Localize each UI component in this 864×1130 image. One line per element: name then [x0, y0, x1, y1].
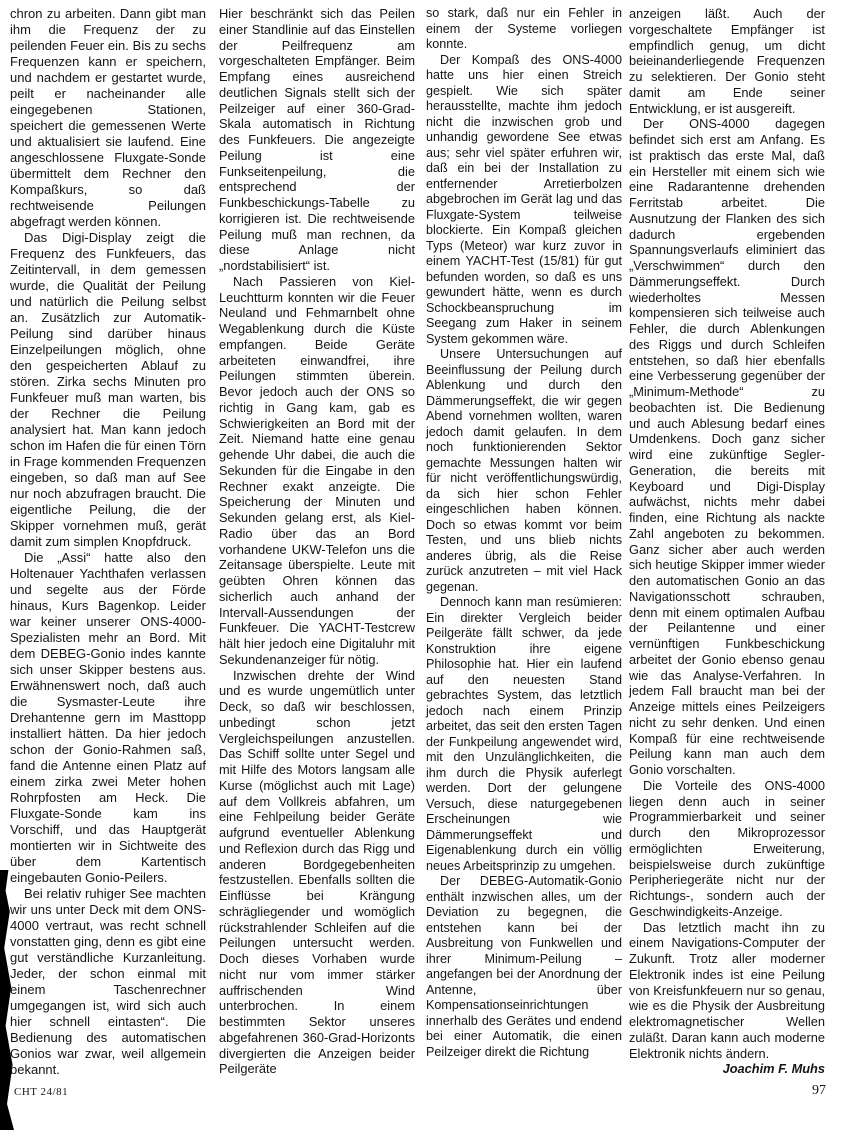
footer-magazine-issue: CHT 24/81 — [14, 1086, 69, 1098]
paragraph: Das Digi-Display zeigt die Frequenz des Funkfeuers, das Zeitintervall, in dem gemessen wurde, die Qualität der Peilung und natürlich die Peilung selbst an. Zusätzlich zur Automatik-Peilung sind darüber hinaus Einzelpeilungen möglich, ohne den gespeicherten Ablauf zu stören. Zirka sechs Minuten pro Funkfeuer muß man warten, bis der Rechner die Peilung analysiert hat. Man kann jedoch schon im Hafen die für einen Törn in Frage kommenden Frequenzen eingeben, so daß man auf See nur noch abzufragen braucht. Die eigentliche Peilung, die der Skipper vornehmen muß, gerät damit zum simplen Knopfdruck. — [10, 230, 206, 549]
author-signature: Joachim F. Muhs — [722, 1061, 825, 1077]
paragraph: Die Vorteile des ONS-4000 liegen denn auch in seiner Programmierbarkeit und seiner durch den Mikroprozessor ermöglichten Erweiterung, beispielsweise durch zukünftige Peripheriegeräte nicht nur der Richtungs-, sondern auch der Geschwindigkeits-Anzeige. — [629, 777, 825, 919]
text-column-2 — [219, 6, 415, 1077]
paragraph: Bei relativ ruhiger See machten wir uns unter Deck mit dem ONS-4000 vertraut, was recht schnell vonstatten ging, denn es gibt eine gut verständliche Kurzanleitung. Jeder, der schon einmal mit einem Taschenrechner umgegangen ist, wird sich auch hier schnell eintasten“. Die Bedienung des automatischen Gonios war zwar, weil allgemein bekannt. — [10, 886, 206, 1077]
text-column-4 — [629, 6, 825, 1077]
paragraph: Unsere Untersuchungen auf Beeinflussung der Peilung durch Ablenkung und durch den Dämmerungseffekt, die wir gegen Abend vornehmen wollten, waren jedoch damit gelaufen. In dem noch funktionierenden Sektor gemachte Messungen halten wir für nicht veröffentlichungswürdig, da sich hier schon Fehler eingeschlichen haben können. Doch so etwas kommt vor beim Testen, und uns blieb nichts anderes übrig, als die Reise zurück anzutreten – mit viel Hack gegenan. — [426, 347, 622, 594]
paragraph: Inzwischen drehte der Wind und es wurde ungemütlich unter Deck, so daß wir beschlossen, unbedingt schon jetzt Vergleichspeilungen anzustellen. Das Schiff sollte unter Segel und mit Hilfe des Motors langsam alle Kurse (möglichst auch mit Lage) auf dem Vollkreis abfahren, um eine Fehlpeilung beider Geräte aufgrund eventueller Ablenkung und Reflexion durch das Rigg und anderen Bordgegebenheiten festzustellen. Ebenfalls sollten die Einflüsse bei Krängung schrägliegender und womöglich rückstrahlender Schleifen auf die Peilungen untersucht werden. Doch dieses Vorhaben wurde nicht nur vom immer stärker auffrischenden Wind unterbrochen. In einem bestimmten Sektor unseres abgefahrenen 360-Grad-Horizonts divergierten die Anzeigen beider Peilgeräte — [219, 667, 415, 1077]
paragraph: so stark, daß nur ein Fehler in einem der Systeme vorliegen konnte. — [426, 6, 622, 51]
paragraph: Der DEBEG-Automatik-Gonio enthält inzwischen alles, um der Deviation zu begegnen, die entstehen kann bei der Ausbreitung von Funkwellen und ihrer Minimum-Peilung – angefangen bei der Anordnung der Antenne, über Kompensationseinrichtungen innerhalb des Gerätes und endend bei einer Automatik, die einen Peilzeiger direkt die Richtung — [426, 874, 622, 1059]
paragraph: Der ONS-4000 dagegen befindet sich erst am Anfang. Es ist praktisch das erste Mal, daß ein Hersteller mit einem sich wie eine Radarantenne drehenden Ferritstab arbeitet. Die Ausnutzung der Flanken des sich dadurch ergebenden Spannungsverlaufs eliminiert das „Verschwimmen“ durch den Dämmerungseffekt. Durch wiederholtes Messen kompensieren sich teilweise auch Fehler, die durch Ablenkungen des Riggs und durch Schleifen entstehen, so daß hier ebenfalls eine Verbesserung gegenüber der „Minimum-Methode“ zu beobachten ist. Die Bedienung und auch Ablesung bedarf eines Umdenkens. Doch ganz sicher wird eine zukünftige Segler-Generation, die bereits mit Keyboard und Digi-Display aufwächst, nichts mehr dabei finden, eine Richtung als nackte Zahl angeboten zu bekommen. Ganz sicher aber auch werden sich heutige Skipper immer wieder den automatischen Gonio an das Navigationsschott schrauben, denn mit einem optimalen Aufbau der Peilantenne und einer vernünftigen Funkbeschickung arbeitet der Gonio ebenso genau wie das Analyse-Verfahren. In jedem Fall braucht man bei der Anzeige mittels eines Peilzeigers nicht zu sehr denken. Und einen Kompaß für eine rechtweisende Peilung kann man auch dem Gonio vorschalten. — [629, 116, 825, 777]
paragraph: Hier beschränkt sich das Peilen einer Standlinie auf das Einstellen der Peilfrequenz am vorgeschalteten Empfänger. Beim Empfang eines ausreichend deutlichen Signals stellt sich der Peilzeiger auf einer 360-Grad-Skala automatisch in Richtung des Funkfeuers. Die angezeigte Peilung ist eine Funkseitenpeilung, die entsprechend der Funkbeschickungs-Tabelle zu korrigieren ist. Die rechtweisende Peilung muß man rechnen, da diese Anlage nicht „nordstabilisiert“ ist. — [219, 6, 415, 273]
paragraph: Der Kompaß des ONS-4000 hatte uns hier einen Streich gespielt. Wie sich später herausstellte, machte ihm jedoch nicht die inzwischen grob und unhandig gewordene See etwas aus; sehr viel später erfuhren wir, daß ein bei der Installation zu entfernender Arretierbolzen abgebrochen im Gerät lag und das Fluxgate-System teilweise blockierte. Ein Kompaß gleichen Typs (Meteor) war kurz zuvor in einem YACHT-Test (15/81) für gut befunden worden, so daß es uns gewundert hätte, wenn es durch Schockbeanspruchung im Seegang zum Haker in seinem System gekommen wäre. — [426, 52, 622, 346]
text-column-1 — [10, 6, 206, 1078]
paragraph: Die „Assi“ hatte also den Holtenauer Yachthafen verlassen und segelte aus der Förde hinaus, Kurs Bagenkop. Leider war keiner unserer ONS-4000-Spezialisten mehr an Bord. Mit dem DEBEG-Gonio indes kannte sich unser Skipper bestens aus. Erwähnenswert noch, daß auch die Sysmaster-Leute ihre Drehantenne gern im Masttopp installiert hätten. Da hier jedoch schon der Gonio-Rahmen saß, fand die Antenne einen Platz auf einem zirka zwei Meter hohen Rohrpfosten am Heck. Die Fluxgate-Sonde kam ins Vorschiff, und das Hauptgerät montierten wir in Sichtweite des über dem Kartentisch eingebauten Gonio-Peilers. — [10, 550, 206, 885]
paragraph: Das letztlich macht ihn zu einem Navigations-Computer der Zukunft. Trotz aller moderner Elektronik indes ist eine Peilung von Kreisfunkfeuern nur so genau, wie es die Physik der Ausbreitung elektromagnetischer Wellen zuläßt. Daran kann auch moderne Elektronik nichts ändern. — [629, 919, 825, 1061]
paragraph: chron zu arbeiten. Dann gibt man ihm die Frequenz der zu peilenden Feuer ein. Bis zu sechs Frequenzen kann er speichern, und nachdem er gestartet wurde, peilt er nacheinander alle eingegebenen Stationen, speichert die gemessenen Werte und aktualisiert sie laufend. Eine angeschlossene Fluxgate-Sonde übermittelt dem Rechner den Kompaßkurs, so daß rechtweisende Peilungen abgefragt werden können. — [10, 6, 206, 229]
paragraph: anzeigen läßt. Auch der vorgeschaltete Empfänger ist empfindlich genug, um dicht beieinanderliegende Frequenzen zu selektieren. Der Gonio steht damit am Ende seiner Entwicklung, er ist ausgereift. — [629, 6, 825, 116]
text-column-3 — [426, 6, 622, 1060]
paragraph: Nach Passieren von Kiel-Leuchtturm konnten wir die Feuer Neuland und Fehmarnbelt ohne Wegablenkung durch die Küste empfangen. Beide Geräte arbeiteten einwandfrei, ihre Peilungen stimmten überein. Bevor jedoch auch der ONS so richtig in Gang kam, gab es Schwierigkeiten an Bord mit der Zeit. Niemand hatte eine genau gehende Uhr dabei, die auch die Sekunden für die Eingabe in den Rechner exakt anzeigte. Die Speicherung der Minuten und Sekunden gelang erst, als Kiel-Radio über das an Bord vorhandene UKW-Telefon uns die Zeitansage überspielte. Leute mit geübten Ohren können das sicherlich auch anhand der Intervall-Aussendungen der Funkfeuer. Die YACHT-Testcrew hält hier jedoch eine Digitaluhr mit Sekundenanzeiger für nötig. — [219, 273, 415, 667]
page-number: 97 — [812, 1083, 826, 1098]
paragraph: Dennoch kann man resümieren: Ein direkter Vergleich beider Peilgeräte fällt schwer, da jede Konstruktion ihre eigene Philosophie hat. Hier ein laufend auf den neuesten Stand gebrachtes System, das letztlich jedoch nach einem Prinzip arbeitet, das seit den ersten Tagen der Funkpeilung angewendet wird, mit den Unzulänglichkeiten, die ihm durch die Physik auferlegt werden. Dort der gelungene Versuch, diese naturgegebenen Erscheinungen wie Dämmerungseffekt und Eigenablenkung durch ein völlig neues Arbeitsprinzip zu umgehen. — [426, 595, 622, 873]
